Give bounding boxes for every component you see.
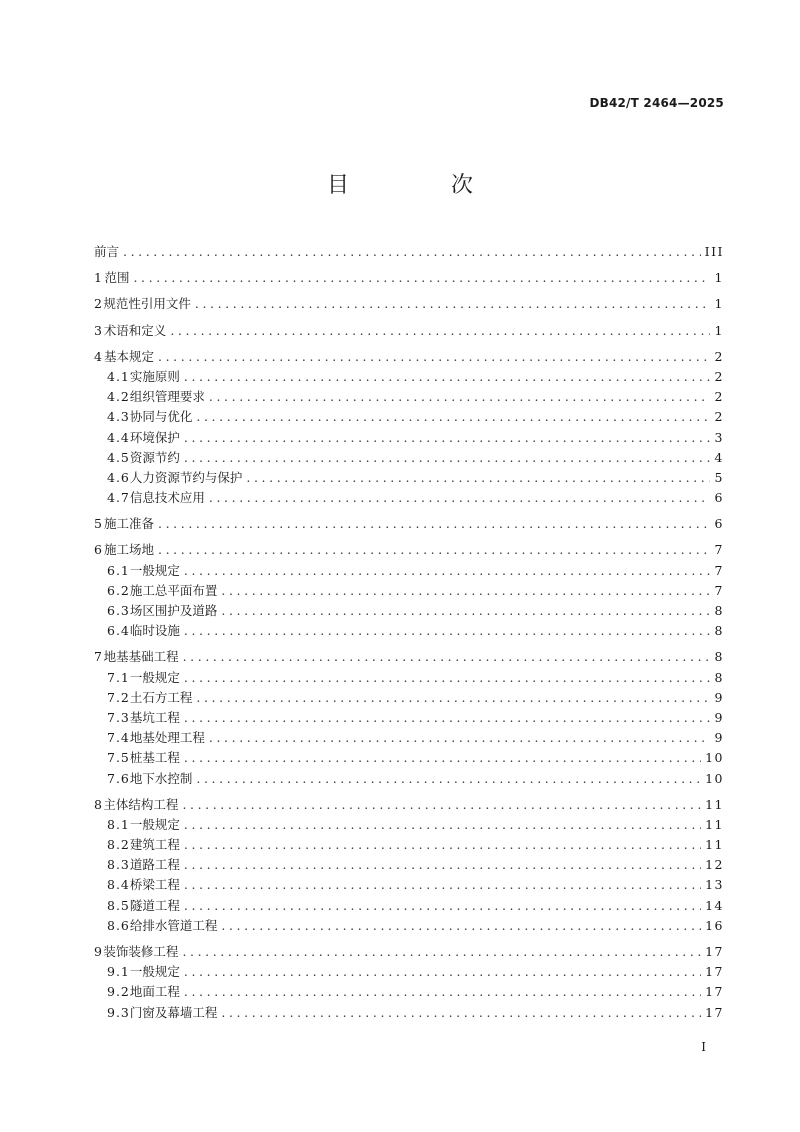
toc-entry-page: 9 [714, 709, 724, 725]
toc-leader-dots [158, 347, 710, 367]
toc-entry-number: 4.6 [107, 469, 130, 485]
toc-leader-dots [221, 601, 710, 621]
toc-entry-number: 7 [94, 649, 102, 665]
toc-entry-label: 协同与优化 [129, 409, 193, 425]
toc-entry-label: 桥梁工程 [129, 877, 180, 893]
toc-entry-page: 14 [705, 897, 724, 913]
toc-entry[interactable] [94, 488, 724, 508]
toc-leader-dots [184, 448, 710, 468]
toc-entry[interactable] [94, 875, 724, 895]
toc-entry-label: 基坑工程 [129, 709, 180, 725]
toc-entry-number: 4.2 [107, 389, 130, 405]
toc-entry-page: 17 [705, 944, 724, 959]
toc-entry[interactable] [94, 468, 724, 488]
toc-entry-number: 4.5 [107, 449, 130, 465]
toc-entry-number: 8.3 [107, 857, 130, 873]
toc-entry-page: 11 [705, 796, 724, 812]
toc-entry-label: 一般规定 [129, 562, 180, 578]
toc-entry[interactable] [94, 855, 724, 875]
toc-entry-number: 6.1 [107, 562, 130, 578]
toc-entry-page: 6 [714, 490, 724, 506]
toc-entry-label: 隧道工程 [129, 897, 180, 913]
toc-entry-number: 4.4 [107, 429, 130, 445]
toc-entry-number: 6.4 [107, 623, 130, 639]
toc-leader-dots [133, 268, 710, 288]
toc-entry-page: 8 [714, 669, 724, 685]
toc-leader-dots [196, 769, 701, 789]
toc-entry-page: 9 [714, 730, 724, 746]
toc-entry-page: 2 [714, 389, 724, 405]
toc-entry-label: 门窗及幕墙工程 [129, 1004, 218, 1020]
toc-entry-label: 装饰装修工程 [103, 944, 179, 959]
toc-entry-page: 6 [714, 516, 724, 532]
toc-leader-dots [195, 294, 710, 314]
toc-entry[interactable] [94, 561, 724, 581]
toc-entry-number: 4.1 [107, 368, 130, 384]
toc-leader-dots [184, 982, 701, 1002]
toc-entry[interactable] [94, 268, 724, 288]
toc-entry-page: 1 [714, 296, 724, 312]
toc-entry-label: 实施原则 [129, 368, 180, 384]
toc-entry-label: 人力资源节约与保护 [129, 469, 243, 485]
toc-entry-number: 7.5 [107, 750, 130, 766]
toc-entry-page: 10 [705, 750, 724, 766]
toc-entry-label: 地基基础工程 [103, 649, 179, 665]
toc-entry[interactable] [94, 448, 724, 468]
toc-entry-label: 规范性引用文件 [103, 296, 191, 312]
toc-entry-page: 9 [714, 689, 724, 705]
toc-leader-dots [184, 428, 710, 448]
toc-entry-label: 主体结构工程 [103, 796, 179, 812]
toc-entry-number: 6.2 [107, 582, 130, 598]
toc-entry-label: 组织管理要求 [129, 389, 205, 405]
toc-entry-number: 7.1 [107, 669, 130, 685]
toc-entry[interactable] [94, 428, 724, 448]
toc-entry-number: 9 [94, 944, 102, 959]
toc-entry[interactable] [94, 581, 724, 601]
toc-entry[interactable] [94, 708, 724, 728]
toc-leader-dots [209, 728, 710, 748]
toc-entry[interactable] [94, 407, 724, 427]
toc-entry-label: 施工总平面布置 [129, 582, 218, 598]
toc-entry-number: 4.7 [107, 490, 130, 506]
toc-entry-label: 一般规定 [129, 816, 180, 832]
toc-list [94, 242, 724, 1023]
toc-entry-number: 9.1 [107, 964, 130, 980]
toc-entry[interactable] [94, 815, 724, 835]
toc-entry-label: 桩基工程 [129, 750, 180, 766]
toc-entry-page: 12 [705, 857, 724, 873]
toc-leader-dots [123, 242, 701, 262]
toc-entry-page: 17 [705, 984, 724, 1000]
toc-leader-dots [209, 488, 710, 508]
toc-leader-dots [170, 321, 710, 341]
toc-entry-number: 7.3 [107, 709, 130, 725]
toc-entry-page: 5 [714, 469, 724, 485]
toc-entry-number: 3 [94, 322, 102, 338]
toc-leader-dots [184, 855, 701, 875]
toc-entry[interactable] [94, 942, 724, 962]
toc-entry[interactable] [94, 387, 724, 407]
toc-entry[interactable] [94, 347, 724, 367]
toc-entry-label: 地面工程 [129, 984, 180, 1000]
toc-entry[interactable] [94, 321, 724, 341]
toc-entry-number: 8.2 [107, 837, 130, 853]
toc-entry-number: 8.6 [107, 917, 130, 933]
toc-leader-dots [184, 367, 710, 387]
toc-entry[interactable] [94, 728, 724, 748]
toc-leader-dots [182, 942, 701, 962]
toc-entry[interactable] [94, 688, 724, 708]
toc-entry-page: 7 [714, 582, 724, 598]
toc-entry[interactable] [94, 896, 724, 916]
toc-leader-dots [184, 962, 701, 982]
toc-entry-label: 术语和定义 [103, 322, 167, 338]
toc-entry-page: 2 [714, 348, 724, 364]
toc-entry-page: 1 [714, 322, 724, 338]
toc-leader-dots [221, 916, 701, 936]
toc-leader-dots [221, 1003, 701, 1023]
toc-entry[interactable] [94, 647, 724, 667]
toc-entry-number: 8.1 [107, 816, 130, 832]
toc-leader-dots [184, 835, 701, 855]
toc-entry-label: 场区围护及道路 [129, 603, 218, 618]
toc-leader-dots [209, 387, 710, 407]
toc-entry-label: 施工准备 [104, 516, 155, 532]
toc-entry-label: 地下水控制 [129, 770, 193, 786]
toc-entry[interactable] [94, 962, 724, 982]
toc-leader-dots [184, 875, 701, 895]
toc-entry-number: 6 [94, 542, 102, 558]
toc-entry-number: 2 [94, 296, 102, 312]
toc-entry-number: 9.3 [107, 1004, 130, 1020]
toc-entry[interactable] [94, 795, 724, 815]
toc-entry-page: 17 [705, 964, 724, 980]
toc-entry-page: III [704, 244, 724, 259]
toc-entry[interactable] [94, 835, 724, 855]
toc-entry-number: 8 [94, 796, 102, 812]
toc-leader-dots [184, 896, 701, 916]
toc-entry-number: 4.3 [107, 409, 130, 425]
toc-entry-page: 10 [705, 770, 724, 786]
toc-entry-label: 土石方工程 [129, 689, 193, 705]
toc-entry-label: 环境保护 [129, 429, 180, 445]
toc-entry-page: 13 [705, 877, 724, 893]
toc-entry-number: 7.2 [107, 689, 130, 705]
toc-entry-number: 7.6 [107, 770, 130, 786]
toc-entry-page: 8 [714, 649, 724, 665]
toc-entry-label: 前言 [94, 244, 120, 259]
toc-entry[interactable] [94, 601, 724, 621]
toc-entry-label: 临时设施 [129, 623, 180, 639]
toc-entry[interactable] [94, 621, 724, 641]
toc-entry-page: 4 [714, 449, 724, 465]
toc-entry-number: 9.2 [107, 984, 130, 1000]
toc-entry-label: 建筑工程 [129, 837, 180, 853]
toc-entry-label: 道路工程 [129, 857, 180, 873]
toc-entry-page: 1 [714, 270, 724, 286]
toc-entry-page: 17 [705, 1004, 724, 1020]
toc-entry-page: 2 [714, 409, 724, 425]
toc-entry-page: 16 [705, 917, 724, 933]
toc-leader-dots [158, 540, 710, 560]
toc-leader-dots [184, 561, 710, 581]
toc-entry-label: 施工场地 [104, 542, 155, 558]
toc-entry-label: 信息技术应用 [129, 490, 205, 506]
toc-entry[interactable] [94, 668, 724, 688]
toc-entry-label: 地基处理工程 [129, 730, 205, 746]
toc-entry-label: 范围 [104, 270, 130, 286]
toc-entry-page: 7 [714, 542, 724, 558]
toc-entry[interactable] [94, 1003, 724, 1023]
document-code: DB42/T 2464—2025 [589, 96, 724, 110]
toc-leader-dots [184, 621, 710, 641]
toc-entry-number: 4 [94, 348, 102, 364]
toc-leader-dots [196, 688, 710, 708]
toc-entry-page: 11 [705, 837, 724, 853]
toc-entry[interactable] [94, 916, 724, 936]
toc-leader-dots [221, 581, 710, 601]
toc-leader-dots [246, 468, 710, 488]
toc-entry[interactable] [94, 242, 724, 262]
toc-entry-label: 基本规定 [104, 348, 155, 364]
toc-leader-dots [196, 407, 710, 427]
toc-leader-dots [184, 668, 710, 688]
toc-entry-page: 2 [714, 368, 724, 384]
toc-leader-dots [184, 708, 710, 728]
toc-entry-number: 8.4 [107, 877, 130, 893]
page-number: I [701, 1040, 706, 1054]
toc-entry[interactable] [94, 748, 724, 768]
toc-entry[interactable] [94, 294, 724, 314]
toc-entry-page: 3 [714, 429, 724, 445]
toc-title: 目 次 [326, 173, 513, 198]
toc-entry-number: 8.5 [107, 897, 130, 913]
toc-entry[interactable] [94, 514, 724, 534]
toc-entry-label: 给排水管道工程 [129, 917, 218, 933]
toc-entry-number: 7.4 [107, 730, 130, 746]
toc-entry[interactable] [94, 540, 724, 560]
toc-leader-dots [182, 795, 701, 815]
toc-entry-page: 8 [714, 603, 724, 618]
toc-entry-number: 6.3 [107, 603, 130, 618]
toc-leader-dots [184, 815, 701, 835]
toc-entry-label: 一般规定 [129, 964, 180, 980]
toc-entry[interactable] [94, 982, 724, 1002]
toc-entry-page: 11 [705, 816, 724, 832]
toc-entry-page: 8 [714, 623, 724, 639]
toc-entry-page: 7 [714, 562, 724, 578]
toc-leader-dots [183, 647, 710, 667]
toc-entry-number: 5 [94, 516, 102, 532]
toc-entry[interactable] [94, 367, 724, 387]
toc-leader-dots [158, 514, 710, 534]
toc-entry-label: 资源节约 [129, 449, 180, 465]
toc-entry-label: 一般规定 [129, 669, 180, 685]
toc-leader-dots [184, 748, 701, 768]
toc-entry[interactable] [94, 769, 724, 789]
toc-entry-number: 1 [94, 270, 102, 286]
